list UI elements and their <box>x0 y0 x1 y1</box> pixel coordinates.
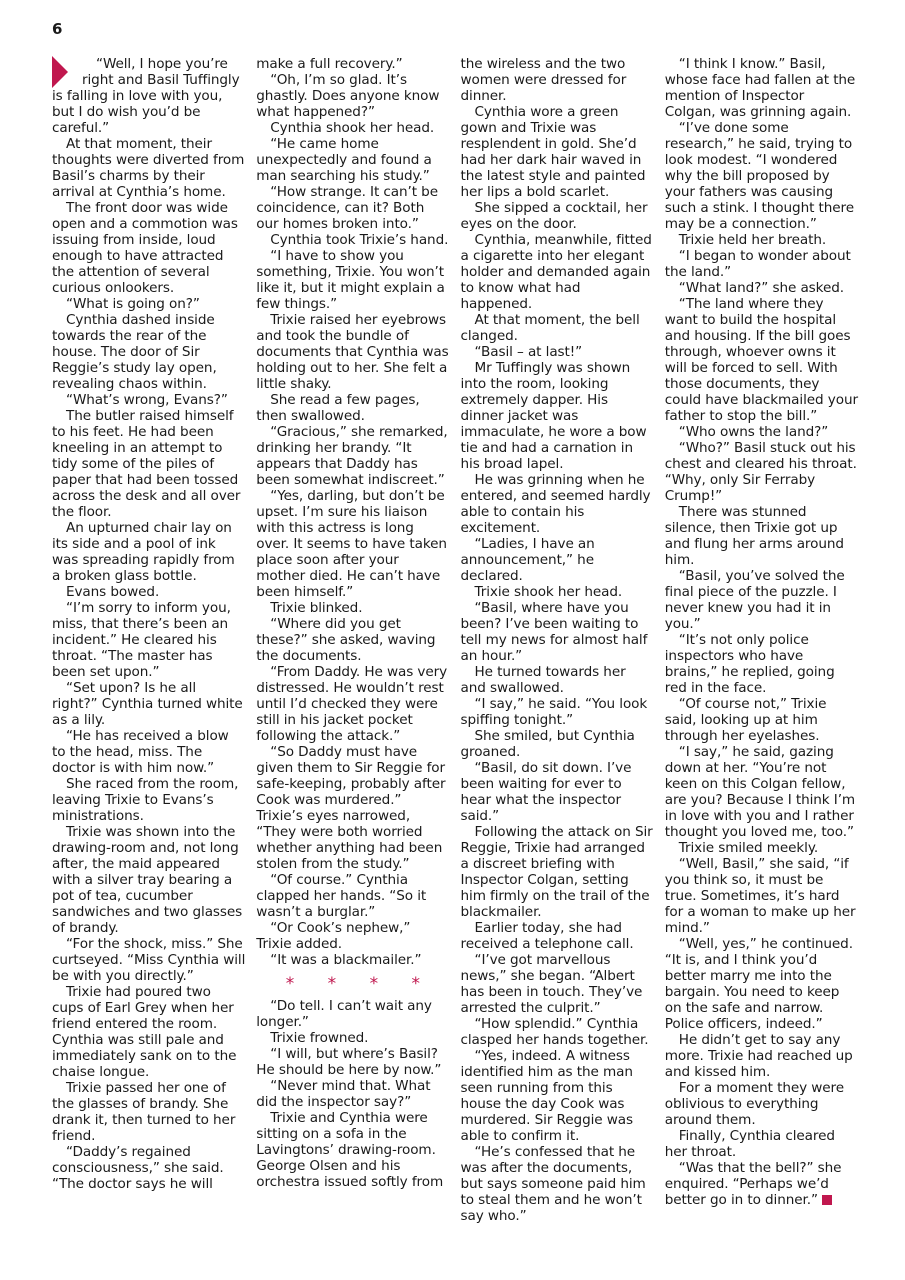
paragraph: “Daddy’s regained consciousness,” she said. “The doctor says he will <box>52 1144 224 1192</box>
paragraph: He was grinning when he entered, and seemed hardly able to contain his excitement. <box>460 472 651 536</box>
paragraph-text: “Well, I hope you’re right and Basil Tuffingly is falling in love with you, but I do wish you’d be careful.” <box>52 56 240 136</box>
paragraph: There was stunned silence, then Trixie got up and flung her arms around him. <box>664 504 844 568</box>
paragraph: “Never mind that. What did the inspector say?” <box>256 1078 431 1110</box>
text-column-3 <box>461 56 654 1224</box>
paragraph: “Basil, where have you been? I’ve been waiting to tell my news for almost half an hour.” <box>460 600 648 664</box>
paragraph: “Or Cook’s nephew,” Trixie added. <box>256 920 411 952</box>
paragraph: “How strange. It can’t be coincidence, can it? Both our homes broken into.” <box>256 184 438 232</box>
paragraph: “He’s confessed that he was after the documents, but says someone paid him to steal them and he won’t say who.” <box>460 1144 646 1224</box>
paragraph: She sipped a cocktail, her eyes on the door. <box>460 200 648 232</box>
paragraph: “Of course not,” Trixie said, looking up at him through her eyelashes. <box>664 696 827 744</box>
story-start-marker-icon <box>52 56 68 88</box>
paragraph: She read a few pages, then swallowed. <box>256 392 420 424</box>
paragraph: He turned towards her and swallowed. <box>460 664 626 696</box>
paragraph: “Basil, do sit down. I’ve been waiting for ever to hear what the inspector said.” <box>460 760 632 824</box>
paragraph: Following the attack on Sir Reggie, Trixie had arranged a discreet briefing with Inspector Colgan, setting him firmly on the trail of the blackmailer. <box>460 824 653 920</box>
paragraph: Trixie had poured two cups of Earl Grey when her friend entered the room. Cynthia was still pale and immediately sank on to the chaise longue. <box>52 984 237 1080</box>
paragraph <box>665 1160 858 1208</box>
paragraph: “What land?” she asked. <box>678 280 844 296</box>
paragraph: He didn’t get to say any more. Trixie had reached up and kissed him. <box>664 1032 853 1080</box>
text-column-1 <box>52 56 245 1224</box>
paragraph: “He came home unexpectedly and found a man searching his study.” <box>256 136 432 184</box>
paragraph: “Who?” Basil stuck out his chest and cleared his throat. “Why, only Sir Ferraby Crump!” <box>664 440 857 504</box>
paragraph: Cynthia dashed inside towards the rear of the house. The door of Sir Reggie’s study lay open, revealing chaos within. <box>52 312 217 392</box>
paragraph: Earlier today, she had received a telephone call. <box>460 920 634 952</box>
paragraph: “Where did you get these?” she asked, waving the documents. <box>256 616 436 664</box>
paragraph: “I think I know.” Basil, whose face had fallen at the mention of Inspector Colgan, was grinning again. <box>664 56 856 120</box>
paragraph: The front door was wide open and a commotion was issuing from inside, loud enough to have attracted the attention of several curious onlookers. <box>52 200 238 296</box>
column-2-before-break <box>256 56 449 968</box>
paragraph: “Well, Basil,” she said, “if you think so, it must be true. Sometimes, it’s hard for a woman to make up her mind.” <box>664 856 856 936</box>
paragraph: “I say,” he said, gazing down at her. “You’re not keen on this Colgan fellow, are you? Because I think I’m in love with you and I rather thought you loved me, too.” <box>664 744 856 840</box>
paragraph: Trixie and Cynthia were sitting on a sofa in the Lavingtons’ drawing-room. George Olsen and his orchestra issued softly from <box>256 1110 444 1190</box>
paragraph: Cynthia, meanwhile, fitted a cigarette into her elegant holder and demanded again to know what had happened. <box>460 232 652 312</box>
story-end-square-icon <box>822 1195 832 1205</box>
paragraph-text: “Was that the bell?” she enquired. “Perhaps we’d better go in to dinner.” <box>664 1160 842 1208</box>
paragraph: “Yes, darling, but don’t be upset. I’m sure his liaison with this actress is long over. It seems to have taken place soon after your mother died. He can’t have been himself.” <box>256 488 447 600</box>
paragraph: She raced from the room, leaving Trixie to Evans’s ministrations. <box>52 776 239 824</box>
paragraph: At that moment, the bell clanged. <box>460 312 640 344</box>
paragraph: “From Daddy. He was very distressed. He wouldn’t rest until I’d checked they were still in his jacket pocket following the attack.” <box>256 664 448 744</box>
paragraph: Trixie blinked. <box>270 600 363 616</box>
paragraph: “Basil, you’ve solved the final piece of the puzzle. I never knew you had it in you.” <box>664 568 845 632</box>
paragraph: “I’ve got marvellous news,” she began. “Albert has been in touch. They’ve arrested the culprit.” <box>460 952 643 1016</box>
paragraph: “Set upon? Is he all right?” Cynthia turned white as a lily. <box>52 680 243 728</box>
paragraph: “Yes, indeed. A witness identified him as the man seen running from this house the day Cook was murdered. Sir Reggie was able to confirm it. <box>460 1048 633 1144</box>
paragraph <box>52 56 245 136</box>
paragraph: Trixie raised her eyebrows and took the bundle of documents that Cynthia was holding out to her. She felt a little shaky. <box>256 312 449 392</box>
paragraph: “For the shock, miss.” She curtseyed. “Miss Cynthia will be with you directly.” <box>52 936 246 984</box>
column-2-after-break <box>256 998 449 1190</box>
paragraph: Cynthia shook her head. <box>270 120 435 136</box>
paragraph: Trixie frowned. <box>270 1030 369 1046</box>
paragraph: Finally, Cynthia cleared her throat. <box>664 1128 835 1160</box>
paragraph: “Do tell. I can’t wait any longer.” <box>256 998 432 1030</box>
paragraph: “What is going on?” <box>66 296 200 312</box>
paragraph: “Who owns the land?” <box>678 424 829 440</box>
paragraph: The butler raised himself to his feet. He had been kneeling in an attempt to tidy some of the piles of paper that had been tossed across the desk and all over the floor. <box>52 408 241 520</box>
paragraph: “I’m sorry to inform you, miss, that there’s been an incident.” He cleared his throat. “The master has been set upon.” <box>52 600 231 680</box>
page-number: 6 <box>52 20 63 38</box>
paragraph: “Oh, I’m so glad. It’s ghastly. Does anyone know what happened?” <box>256 72 440 120</box>
paragraph: “What’s wrong, Evans?” <box>66 392 228 408</box>
paragraph: “Ladies, I have an announcement,” he declared. <box>460 536 595 584</box>
paragraph: “I will, but where’s Basil? He should be here by now.” <box>256 1046 442 1078</box>
paragraph: An upturned chair lay on its side and a pool of ink was spreading rapidly from a broken glass bottle. <box>52 520 235 584</box>
paragraph: “He has received a blow to the head, miss. The doctor is with him now.” <box>52 728 229 776</box>
paragraph: make a full recovery.” <box>256 56 403 72</box>
text-column-4 <box>665 56 858 1224</box>
text-column-2 <box>256 56 449 1224</box>
paragraph: the wireless and the two women were dressed for dinner. <box>460 56 627 104</box>
paragraph: At that moment, their thoughts were diverted from Basil’s charms by their arrival at Cynthia’s home. <box>52 136 245 200</box>
paragraph: Cynthia wore a green gown and Trixie was resplendent in gold. She’d had her dark hair waved in the latest style and painted her lips a bold scarlet. <box>460 104 646 200</box>
paragraph: “Gracious,” she remarked, drinking her brandy. “It appears that Daddy has been somewhat indiscreet.” <box>256 424 448 488</box>
paragraph: Trixie was shown into the drawing-room and, not long after, the maid appeared with a silver tray bearing a pot of tea, cucumber sandwiches and two glasses of brandy. <box>52 824 243 936</box>
article-columns <box>52 56 858 1224</box>
paragraph: Trixie shook her head. <box>474 584 623 600</box>
paragraph: Evans bowed. <box>66 584 160 600</box>
paragraph: Mr Tuffingly was shown into the room, looking extremely dapper. His dinner jacket was immaculate, he wore a bow tie and had a carnation in his broad lapel. <box>460 360 647 472</box>
paragraph: Trixie held her breath. <box>678 232 827 248</box>
paragraph: For a moment they were oblivious to everything around them. <box>664 1080 845 1128</box>
paragraph: Trixie passed her one of the glasses of brandy. She drank it, then turned to her friend. <box>52 1080 236 1144</box>
paragraph: “The land where they want to build the hospital and housing. If the bill goes through, whoever owns it will be forced to sell. With those documents, they could have blackmailed your father to stop the bill.” <box>664 296 858 424</box>
paragraph: Cynthia took Trixie’s hand. <box>270 232 449 248</box>
scene-break: * * * * <box>285 974 434 994</box>
paragraph: “I have to show you something, Trixie. You won’t like it, but it might explain a few things.” <box>256 248 445 312</box>
paragraph: “I say,” he said. “You look spiffing tonight.” <box>460 696 648 728</box>
paragraph: “It was a blackmailer.” <box>270 952 422 968</box>
paragraph: Trixie smiled meekly. <box>678 840 819 856</box>
paragraph: “So Daddy must have given them to Sir Reggie for safe-keeping, probably after Cook was murdered.” Trixie’s eyes narrowed, “They were both worried whether anything had been stolen from the study.” <box>256 744 446 872</box>
paragraph: “I began to wonder about the land.” <box>664 248 851 280</box>
paragraph: She smiled, but Cynthia groaned. <box>460 728 635 760</box>
paragraph: “Basil – at last!” <box>474 344 583 360</box>
paragraph: “It’s not only police inspectors who have brains,” he replied, going red in the face. <box>664 632 835 696</box>
paragraph: “I’ve done some research,” he said, trying to look modest. “I wondered why the bill proposed by your fathers was causing such a stink. I thought there may be a connection.” <box>664 120 854 232</box>
paragraph: “Well, yes,” he continued. “It is, and I think you’d better marry me into the bargain. You need to keep on the safe and narrow. Police officers, indeed.” <box>664 936 853 1032</box>
paragraph: “How splendid.” Cynthia clasped her hands together. <box>460 1016 649 1048</box>
paragraph: “Of course.” Cynthia clapped her hands. “So it wasn’t a burglar.” <box>256 872 427 920</box>
